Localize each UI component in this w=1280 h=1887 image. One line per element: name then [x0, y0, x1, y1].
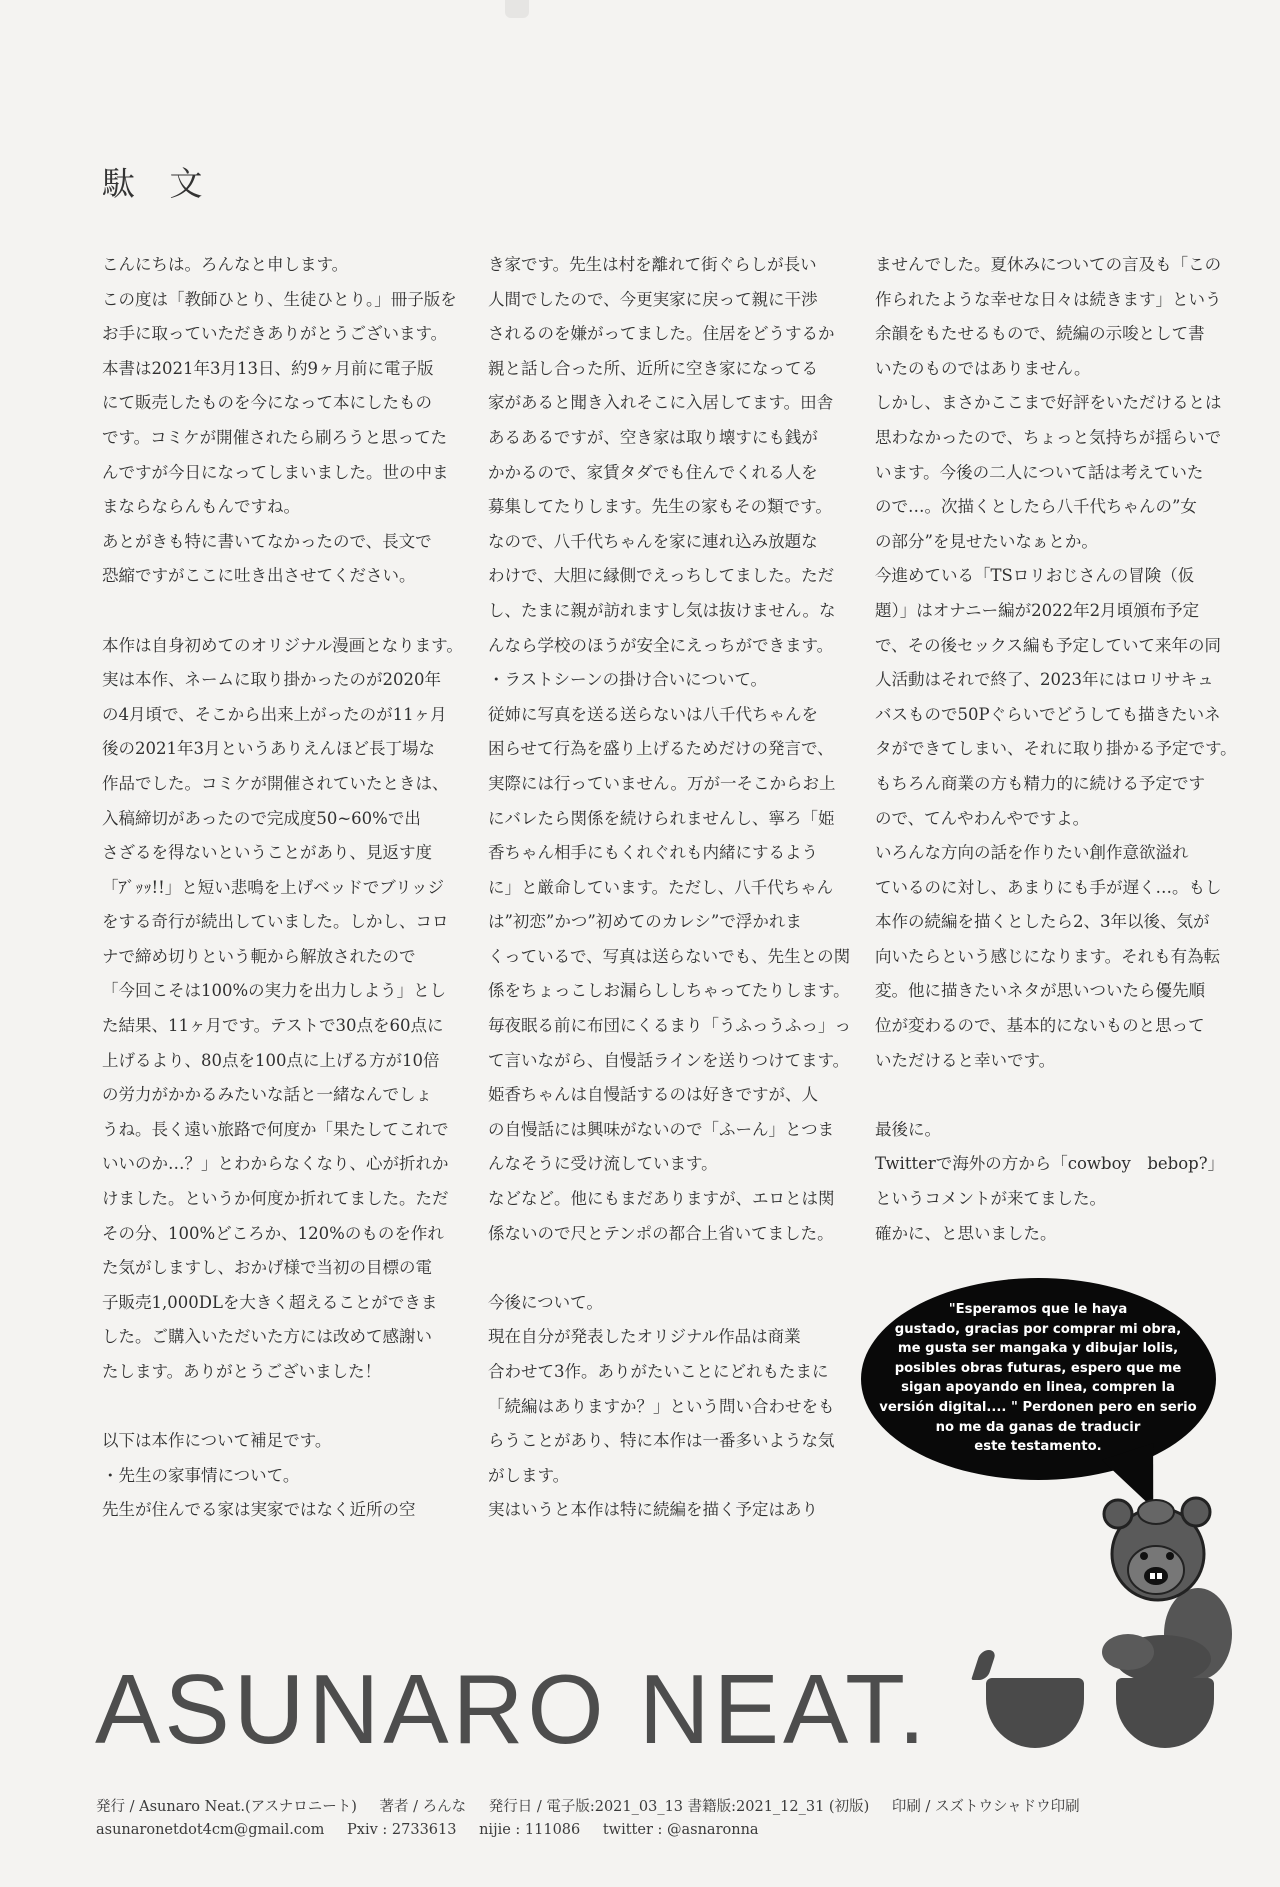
- text-line: に」と厳命しています。ただし、八千代ちゃん: [488, 877, 834, 897]
- text-line: は”初恋”かつ”初めてのカレシ”で浮かれま: [488, 912, 802, 932]
- text-line: などなど。他にもまだありますが、エロとは関: [488, 1189, 835, 1209]
- text-line: 子販売1,000DLを大きく超えることができま: [102, 1292, 438, 1312]
- text-line: 「続編はありますか？」という問い合わせをも: [488, 1396, 835, 1416]
- text-line: の部分”を見せたいなぁとか。: [875, 531, 1098, 551]
- text-line: 募集してたりします。先生の家もその類です。: [488, 497, 832, 517]
- publisher-info: 発行 / Asunaro Neat.(アスナロニート): [96, 1799, 357, 1815]
- text-line: 係をちょっこしお漏らししちゃってたりします。: [488, 981, 850, 1001]
- text-line: 恐縮ですがここに吐き出させてください。: [102, 566, 416, 586]
- text-line: うね。長く遠い旅路で何度か「果たしてこれで: [102, 1119, 449, 1139]
- colophon-line-1: [96, 1795, 1098, 1816]
- text-line: 実はいうと本作は特に続編を描く予定はあり: [488, 1500, 818, 1520]
- text-line: にバレたら関係を続けられませんし、寧ろ「姫: [488, 808, 835, 828]
- text-line: いろんな方向の話を作りたい創作意欲溢れ: [875, 843, 1189, 863]
- brand-logo: ASUNARO NEAT.: [95, 1654, 930, 1764]
- text-line: いいのか…？」とわからなくなり、心が折れか: [102, 1154, 449, 1174]
- text-line: 今進めている「TSロリおじさんの冒険（仮: [875, 566, 1195, 586]
- speech-bubble-text: "Esperamos que le haya gustado, gracias por comprar mi obra, me gusta ser mangaka y dibujar lolis, posibles obras futuras, espero que me sigan apoyando en linea, compren la versión digital.... " Perdonen pero en serio no me da ganas de traducir este testamento.: [879, 1302, 1197, 1455]
- text-line: 親と話し合った所、近所に空き家になってる: [488, 358, 818, 378]
- text-line: 「今回こそは100%の実力を出力しよう」とし: [102, 981, 447, 1001]
- text-line: [102, 594, 467, 629]
- text-line: 本作の続編を描くとしたら2、3年以後、気が: [875, 912, 1210, 932]
- text-line: 先生が住んでる家は実家ではなく近所の空: [102, 1500, 416, 1520]
- text-line: し、たまに親が訪れますし気は抜けません。な: [488, 600, 836, 620]
- text-line: Twitterで海外の方から「cowboy bebop?」: [875, 1154, 1225, 1174]
- text-line: 家があると聞き入れそこに入居してます。田舎: [488, 393, 834, 413]
- text-line: の自慢話には興味がないので「ふーん」とつま: [488, 1119, 835, 1139]
- text-line: 困らせて行為を盛り上げるためだけの発言で、: [488, 739, 834, 759]
- text-line: した。ご購入いただいた方には改めて感謝い: [102, 1327, 432, 1347]
- text-line: いただけると幸いです。: [875, 1050, 1056, 1070]
- page-title: 駄 文: [102, 164, 215, 203]
- text-line: んなそうに受け流しています。: [488, 1154, 718, 1174]
- text-line: ナで締め切りという軛から解放されたので: [102, 946, 416, 966]
- text-line: なので、八千代ちゃんを家に連れ込み放題な: [488, 531, 818, 551]
- text-line: て言いながら、自慢話ラインを送りつけてます。: [488, 1050, 850, 1070]
- printer-info: 印刷 / スズトウシャドウ印刷: [891, 1799, 1080, 1815]
- twitter-info: twitter : @asnaronna: [602, 1822, 759, 1838]
- text-line: をする奇行が続出していました。しかし、コロ: [102, 912, 449, 932]
- text-line: その分、100%どころか、120%のものを作れ: [102, 1223, 444, 1243]
- text-line: 係ないので尺とテンポの都合上省いてました。: [488, 1223, 834, 1243]
- pixiv-info: Pxiv : 2733613: [347, 1822, 457, 1838]
- text-line: わけで、大胆に縁側でえっちしてました。ただ: [488, 566, 835, 586]
- text-line: 思わなかったので、ちょっと気持ちが揺らいで: [875, 427, 1222, 447]
- text-line: ているのに対し、あまりにも手が遅く…。もし: [875, 877, 1222, 897]
- logo-cup-left: [986, 1678, 1084, 1748]
- author-info: 著者 / ろんな: [379, 1799, 467, 1815]
- text-line: けました。というか何度か折れてました。ただ: [102, 1189, 449, 1209]
- text-line: います。今後の二人について話は考えていた: [875, 462, 1204, 482]
- text-line: あるあるですが、空き家は取り壊すにも銭が: [488, 427, 818, 447]
- text-line: 変。他に描きたいネタが思いついたら優先順: [875, 981, 1205, 1001]
- text-line: んなら学校のほうが安全にえっちができます。: [488, 635, 834, 655]
- text-line: 従姉に写真を送る送らないは八千代ちゃんを: [488, 704, 818, 724]
- text-line: んですが今日になってしまいました。世の中ま: [102, 462, 449, 482]
- bear-mascot-icon: [1088, 1484, 1238, 1684]
- text-line: この度は「教師ひとり、生徒ひとり。」冊子版を: [102, 289, 457, 309]
- text-column-3: [875, 248, 1240, 1251]
- text-line: です。コミケが開催されたら刷ろうと思ってた: [102, 427, 448, 447]
- text-line: き家です。先生は村を離れて街ぐらしが長い: [488, 255, 817, 274]
- text-line: 作られたような幸せな日々は続きます」という: [875, 289, 1222, 309]
- text-line: 「ｱﾞｯｯ!!」と短い悲鳴を上げベッドでブリッジ: [102, 877, 444, 897]
- text-line: [875, 1078, 1240, 1113]
- text-line: た気がしますし、おかげ様で当初の目標の電: [102, 1258, 432, 1278]
- text-line: 向いたらという感じになります。それも有為転: [875, 946, 1221, 966]
- text-line: 題）」はオナニー編が2022年2月頃頒布予定: [875, 600, 1200, 620]
- text-line: こんにちは。ろんなと申します。: [102, 255, 349, 274]
- text-line: 後の2021年3月というありえんほど長丁場な: [102, 739, 435, 759]
- text-line: 余韻をもたせるもので、続編の示唆として書: [875, 324, 1205, 344]
- text-line: まならならんもんですね。: [102, 497, 300, 517]
- text-line: いたのものではありません。: [875, 358, 1091, 378]
- text-line: 確かに、と思いました。: [875, 1223, 1057, 1243]
- text-line: 今後について。: [488, 1292, 603, 1312]
- text-line: くっているで、写真は送らないでも、先生との関: [488, 946, 851, 966]
- text-line: 最後に。: [875, 1119, 941, 1139]
- text-line: がします。: [488, 1465, 570, 1485]
- text-line: 本作は自身初めてのオリジナル漫画となります。: [102, 635, 463, 655]
- text-line: しかし、まさかここまで好評をいただけるとは: [875, 393, 1222, 413]
- text-line: 本書は2021年3月13日、約9ヶ月前に電子版: [102, 358, 434, 378]
- text-line: 姫香ちゃんは自慢話するのは好きですが、人: [488, 1085, 818, 1105]
- text-line: 入稿締切があったので完成度50~60%で出: [102, 808, 421, 828]
- text-line: バスもので50Pぐらいでどうしても描きたいネ: [875, 704, 1221, 724]
- text-line: ・先生の家事情について。: [102, 1465, 300, 1485]
- logo-cup-right: [1116, 1678, 1214, 1748]
- text-line: 合わせて3作。ありがたいことにどれもたまに: [488, 1362, 829, 1381]
- text-line: あとがきも特に書いてなかったので、長文で: [102, 531, 432, 551]
- text-line: らうことがあり、特に本作は一番多いような気: [488, 1431, 835, 1451]
- text-line: [102, 1390, 467, 1425]
- text-line: 毎夜眠る前に布団にくるまり「うふっうふっ」っ: [488, 1016, 851, 1036]
- text-line: ませんでした。夏休みについての言及も「この: [875, 255, 1222, 274]
- text-line: で、その後セックス編も予定していて来年の同: [875, 635, 1222, 655]
- text-line: 実は本作、ネームに取り掛かったのが2020年: [102, 670, 441, 690]
- text-line: 人活動はそれで終了、2023年にはロリサキュ: [875, 670, 1214, 690]
- text-line: にて販売したものを今になって本にしたもの: [102, 393, 432, 413]
- text-line: 位が変わるので、基本的にないものと思って: [875, 1016, 1205, 1036]
- text-line: 現在自分が発表したオリジナル作品は商業: [488, 1327, 801, 1347]
- text-line: かかるので、家賃タダでも住んでくれる人を: [488, 462, 818, 482]
- text-line: 香ちゃん相手にもくれぐれも内緒にするよう: [488, 843, 818, 863]
- text-line: さざるを得ないということがあり、見返す度: [102, 843, 432, 863]
- text-line: されるのを嫌がってました。住居をどうするか: [488, 324, 835, 344]
- top-edge-mark: [505, 0, 529, 18]
- colophon-line-2: [96, 1822, 777, 1838]
- text-column-1: [102, 248, 467, 1528]
- text-line: お手に取っていただきありがとうございます。: [102, 324, 448, 344]
- text-column-2: [488, 248, 853, 1528]
- publish-date-info: 発行日 / 電子版:2021_03_13 書籍版:2021_12_31 (初版): [488, 1799, 870, 1815]
- text-line: た結果、11ヶ月です。テストで30点を60点に: [102, 1016, 444, 1036]
- email-info: asunaronetdot4cm@gmail.com: [96, 1822, 325, 1838]
- text-line: もちろん商業の方も精力的に続ける予定です: [875, 773, 1205, 793]
- text-line: 作品でした。コミケが開催されていたときは、: [102, 773, 449, 793]
- nijie-info: nijie : 111086: [479, 1822, 581, 1838]
- text-line: 実際には行っていません。万が一そこからお上: [488, 773, 836, 793]
- text-line: たします。ありがとうございました！: [102, 1362, 382, 1381]
- text-line: [488, 1251, 853, 1286]
- text-line: ので…。次描くとしたら八千代ちゃんの”女: [875, 497, 1197, 517]
- text-line: の労力がかかるみたいな話と一緒なんでしょ: [102, 1085, 432, 1105]
- text-line: 以下は本作について補足です。: [102, 1431, 332, 1451]
- text-line: ・ラストシーンの掛け合いについて。: [488, 670, 768, 690]
- text-line: 人間でしたので、今更実家に戻って親に干渉: [488, 289, 818, 309]
- text-line: 上げるより、80点を100点に上げる方が10倍: [102, 1050, 440, 1070]
- text-line: というコメントが来てました。: [875, 1189, 1106, 1209]
- logo-apostrophe-mark: [971, 1650, 997, 1680]
- text-line: タができてしまい、それに取り掛かる予定です。: [875, 739, 1237, 759]
- text-line: の4月頃で、そこから出来上がったのが11ヶ月: [102, 704, 447, 724]
- text-line: ので、てんやわんやですよ。: [875, 808, 1090, 828]
